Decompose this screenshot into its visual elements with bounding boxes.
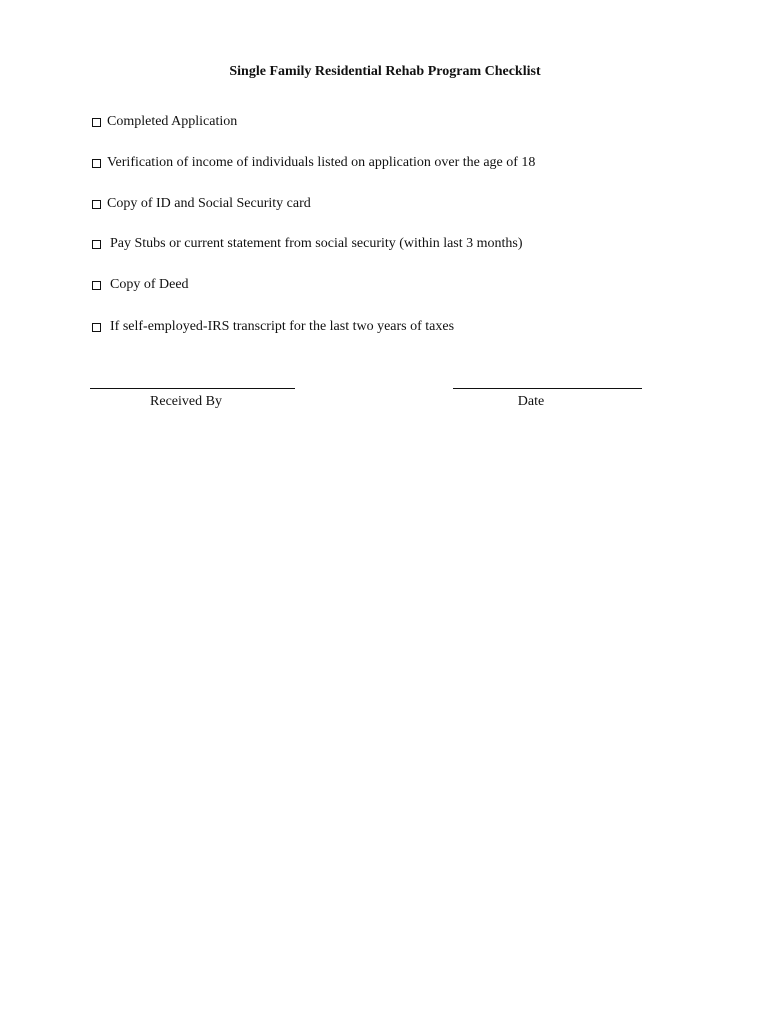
date-signature-line[interactable] <box>453 388 642 389</box>
checkbox-icon[interactable] <box>92 240 101 249</box>
checklist-item-copy-of-deed <box>92 277 189 293</box>
checklist-item-label: Copy of ID and Social Security card <box>107 196 311 211</box>
checklist-item-label: Completed Application <box>107 114 238 129</box>
checklist-item-label: Pay Stubs or current statement from social security (within last 3 months) <box>110 236 523 251</box>
received-by-label: Received By <box>150 394 222 409</box>
received-by-signature-line[interactable] <box>90 388 295 389</box>
checklist-item-income-verification <box>92 155 535 171</box>
checkbox-icon[interactable] <box>92 323 101 332</box>
checkbox-icon[interactable] <box>92 281 101 290</box>
checklist-item-id-ssn-card <box>92 196 311 212</box>
checkbox-icon[interactable] <box>92 200 101 209</box>
checklist-item-pay-stubs <box>92 236 523 252</box>
checklist-item-label: If self-employed-IRS transcript for the last two years of taxes <box>110 319 455 334</box>
checkbox-icon[interactable] <box>92 159 101 168</box>
checklist-item-label: Copy of Deed <box>110 277 189 292</box>
document-title: Single Family Residential Rehab Program Checklist <box>229 64 541 79</box>
date-label: Date <box>517 394 545 409</box>
checkbox-icon[interactable] <box>92 118 101 127</box>
checklist-item-label: Verification of income of individuals listed on application over the age of 18 <box>107 155 536 170</box>
checklist-item-completed-application <box>92 114 237 130</box>
checklist-item-irs-transcript <box>92 319 454 335</box>
